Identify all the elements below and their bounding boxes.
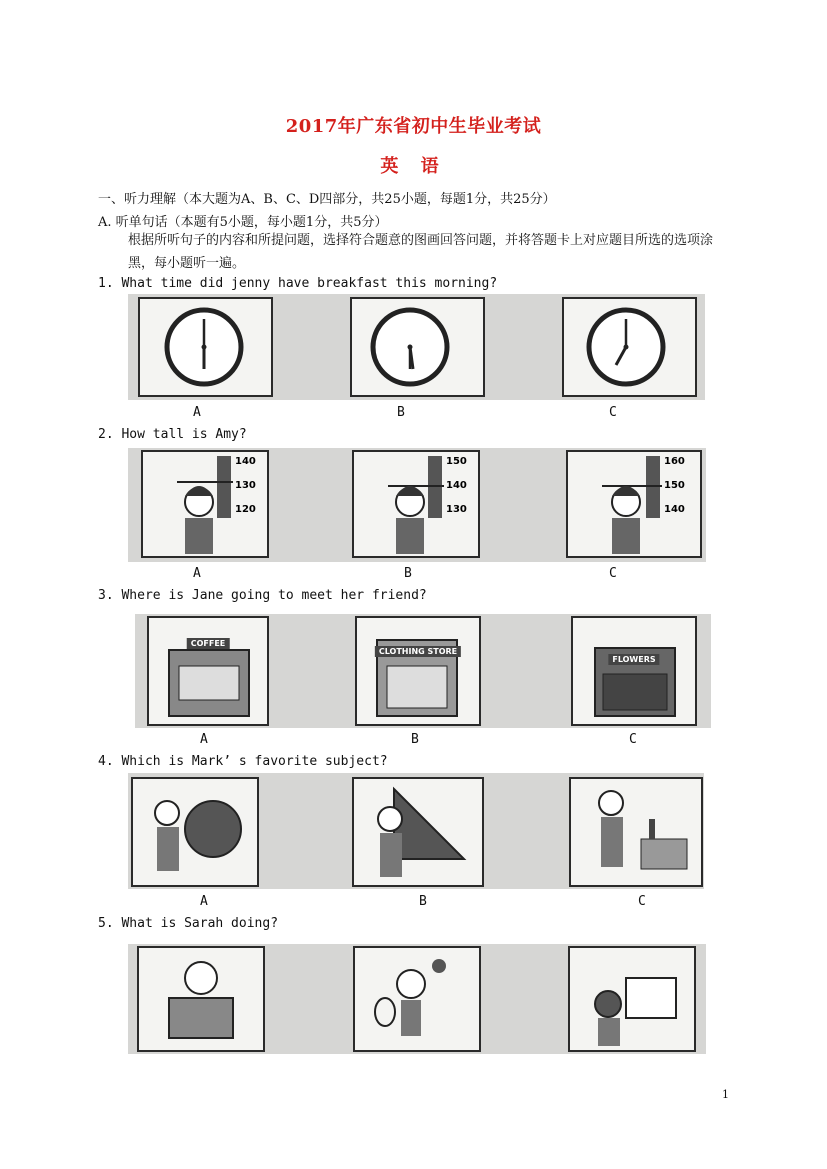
option-b-clock — [350, 297, 485, 397]
option-label-a: A — [200, 894, 208, 909]
option-c-subject — [569, 777, 703, 887]
question-5 — [98, 916, 278, 931]
scale-label: 140 — [235, 456, 256, 467]
activity-icon — [355, 948, 479, 1050]
option-a-activity — [137, 946, 265, 1052]
subject-icon — [133, 779, 257, 885]
shop-sign: COFFEE — [187, 638, 230, 649]
option-b-height — [352, 450, 480, 558]
question-number: 4. — [98, 754, 114, 769]
option-label-a: A — [200, 732, 208, 747]
question-3-image-strip — [135, 614, 711, 728]
option-b-subject — [352, 777, 484, 887]
scale-label: 150 — [664, 480, 685, 491]
option-a-height — [141, 450, 269, 558]
page-number: 1 — [722, 1088, 729, 1101]
activity-icon — [570, 948, 694, 1050]
option-label-c: C — [609, 566, 617, 581]
question-3 — [98, 588, 427, 603]
question-text: What time did jenny have breakfast this morning? — [121, 276, 498, 291]
option-a-clock — [138, 297, 273, 397]
question-number: 3. — [98, 588, 114, 603]
shop-sign: CLOTHING STORE — [375, 646, 461, 657]
option-label-c: C — [629, 732, 637, 747]
option-label-c: C — [638, 894, 646, 909]
exam-title: 2017年广东省初中生毕业考试 — [285, 116, 542, 137]
option-label-a: A — [193, 405, 201, 420]
option-c-height — [566, 450, 702, 558]
scale-label: 120 — [235, 504, 256, 515]
option-label-a: A — [193, 566, 201, 581]
option-label-b: B — [419, 894, 427, 909]
question-text: Where is Jane going to meet her friend? — [121, 588, 427, 603]
scale-label: 130 — [235, 480, 256, 491]
question-text: What is Sarah doing? — [121, 916, 279, 931]
instruction-text: 根据所听句子的内容和所提问题，选择符合题意的图画回答问题，并将答题卡上对应题目所选的选项涂黑，每小题听一遍。 — [128, 233, 714, 271]
question-text: How tall is Amy? — [121, 427, 247, 442]
question-5-image-strip — [128, 944, 706, 1054]
option-label-b: B — [411, 732, 419, 747]
subject-icon — [354, 779, 482, 885]
clock-icon — [140, 299, 271, 395]
scale-label: 140 — [446, 480, 467, 491]
subject-icon — [571, 779, 701, 885]
height-scale-icon — [354, 452, 478, 556]
option-c-activity — [568, 946, 696, 1052]
question-2-image-strip — [128, 448, 706, 562]
subject-title: 英 语 — [380, 156, 447, 177]
scale-label: 140 — [664, 504, 685, 515]
option-label-b: B — [404, 566, 412, 581]
option-c-clock — [562, 297, 697, 397]
option-b-shop — [355, 616, 481, 726]
part-a-heading: A. 听单句话（本题有5小题，每小题1分，共5分） — [98, 215, 388, 230]
question-number: 1. — [98, 276, 114, 291]
question-4-image-strip — [128, 773, 704, 889]
question-4 — [98, 754, 388, 769]
shop-icon — [357, 618, 479, 724]
option-b-activity — [353, 946, 481, 1052]
shop-sign: FLOWERS — [608, 654, 659, 665]
option-a-shop — [147, 616, 269, 726]
clock-icon — [564, 299, 695, 395]
option-c-shop — [571, 616, 697, 726]
section-heading: 一、听力理解（本大题为A、B、C、D四部分，共25小题，每题1分，共25分） — [98, 192, 556, 207]
clock-icon — [352, 299, 483, 395]
scale-label: 130 — [446, 504, 467, 515]
question-text: Which is Mark’ s favorite subject? — [121, 754, 388, 769]
option-label-c: C — [609, 405, 617, 420]
activity-icon — [139, 948, 263, 1050]
question-2 — [98, 427, 247, 442]
option-a-subject — [131, 777, 259, 887]
shop-icon — [149, 618, 267, 724]
question-1 — [98, 276, 497, 291]
height-scale-icon — [568, 452, 700, 556]
question-1-image-strip — [128, 294, 705, 400]
scale-label: 160 — [664, 456, 685, 467]
question-number: 5. — [98, 916, 114, 931]
question-number: 2. — [98, 427, 114, 442]
option-label-b: B — [397, 405, 405, 420]
scale-label: 150 — [446, 456, 467, 467]
height-scale-icon — [143, 452, 267, 556]
shop-icon — [573, 618, 695, 724]
